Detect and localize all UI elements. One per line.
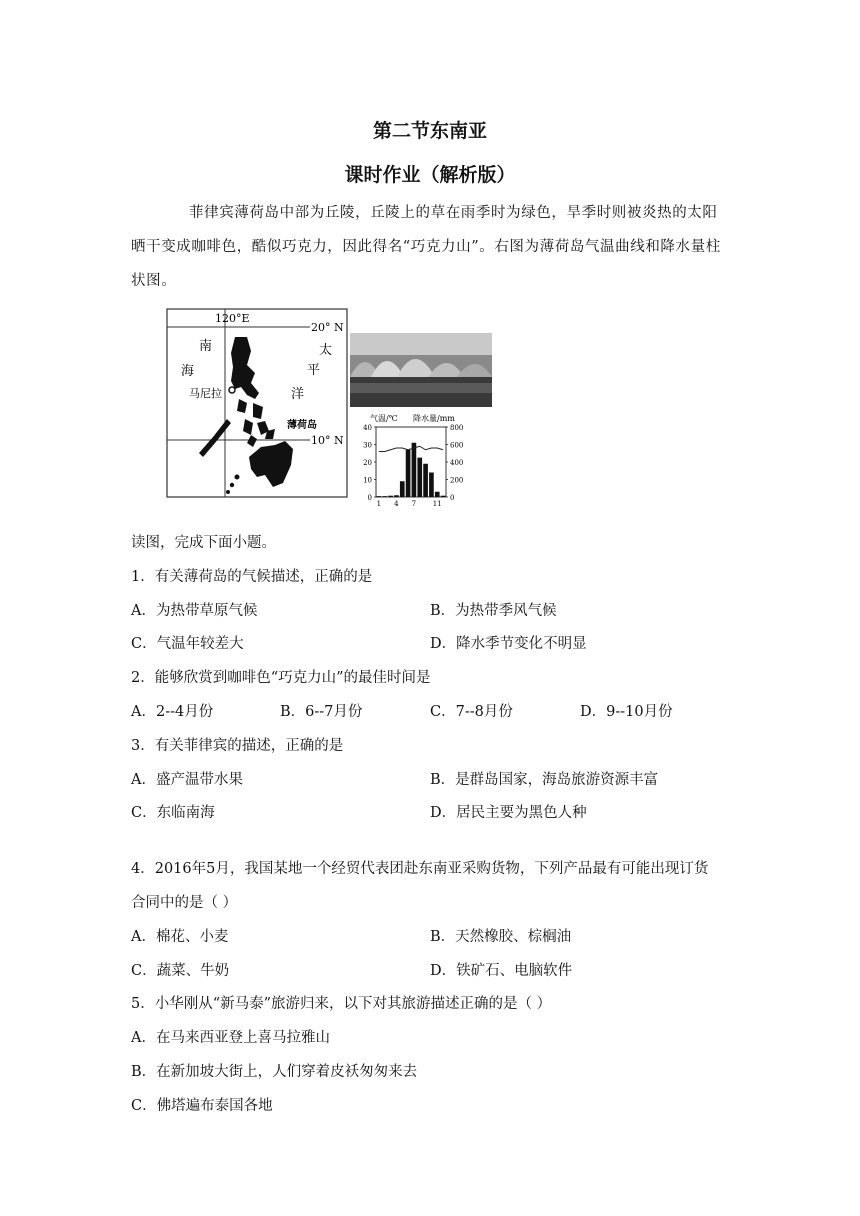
lat-label-10: 10° N xyxy=(311,434,344,447)
negros-island xyxy=(247,435,257,447)
q2-stem: 2．能够欣赏到咖啡色“巧克力山”的最佳时间是 xyxy=(131,670,431,686)
precip-bar xyxy=(394,495,399,497)
left-tick-label: 40 xyxy=(363,424,372,432)
mindoro-island xyxy=(237,399,247,413)
q1-option-c[interactable]: C．气温年较差大 xyxy=(131,636,244,652)
right-tick-label: 400 xyxy=(450,459,464,467)
precip-bar xyxy=(412,443,417,497)
q5-option-b[interactable]: B．在新加坡大街上，人们穿着皮袄匆匆来去 xyxy=(131,1064,418,1080)
q1-option-b[interactable]: B．为热带季风气候 xyxy=(430,603,557,619)
q4-option-b[interactable]: B．天然橡胶、棕榈油 xyxy=(430,929,572,945)
ocean-char-3: 洋 xyxy=(291,387,305,402)
q2-option-a[interactable]: A．2--4月份 xyxy=(131,704,214,720)
climate-chart xyxy=(363,413,463,508)
x-tick-label: 4 xyxy=(394,500,399,508)
q4-option-d[interactable]: D．铁矿石、电脑软件 xyxy=(430,963,573,979)
q4-stem-line2: 合同中的是（ ） xyxy=(131,895,238,911)
q5-option-a[interactable]: A．在马来西亚登上喜马拉雅山 xyxy=(131,1030,330,1046)
figure xyxy=(165,307,505,516)
page-title: 第二节东南亚 xyxy=(372,120,487,142)
q2-option-b[interactable]: B．6--7月份 xyxy=(280,704,363,720)
lat-label-20: 20° N xyxy=(311,321,344,334)
sea-char-2: 海 xyxy=(181,364,195,379)
q4-option-c[interactable]: C．蔬菜、牛奶 xyxy=(131,963,230,979)
right-tick-label: 600 xyxy=(450,441,464,450)
x-tick-label: 11 xyxy=(432,500,442,508)
precip-bar xyxy=(406,450,411,497)
q3-option-a[interactable]: A．盛产温带水果 xyxy=(131,772,243,788)
x-tick-label: 1 xyxy=(376,500,382,508)
temp-axis-label: 气温/℃ xyxy=(370,414,398,423)
philippines-map xyxy=(167,309,347,497)
sea-char-1: 南 xyxy=(199,339,213,354)
q1-option-d[interactable]: D．降水季节变化不明显 xyxy=(430,636,587,652)
precip-bar xyxy=(388,496,393,497)
ocean-char-2: 平 xyxy=(307,363,321,378)
samar-island xyxy=(253,403,263,419)
precip-bar xyxy=(429,473,434,498)
precip-bar xyxy=(435,492,440,497)
left-tick-label: 10 xyxy=(363,476,372,485)
x-tick-label: 7 xyxy=(411,500,417,508)
lon-label: 120°E xyxy=(215,312,250,325)
precip-bar xyxy=(441,496,446,497)
q3-stem: 3．有关菲律宾的描述，正确的是 xyxy=(131,738,344,754)
page-subtitle: 课时作业（解析版） xyxy=(344,164,516,186)
manila-label: 马尼拉 xyxy=(189,387,222,400)
temperature-line xyxy=(379,446,443,451)
q3-option-d[interactable]: D．居民主要为黑色人种 xyxy=(430,805,587,821)
q4-option-a[interactable]: A．棉花、小麦 xyxy=(131,929,229,945)
panay-island xyxy=(243,419,253,435)
q5-stem: 5．小华刚从“新马泰”旅游归来，以下对其旅游描述正确的是（ ） xyxy=(131,996,552,1012)
precip-bar xyxy=(417,458,422,497)
right-tick-label: 200 xyxy=(450,476,464,485)
left-tick-label: 30 xyxy=(363,441,372,450)
left-tick-label: 20 xyxy=(363,459,372,467)
q2-option-c[interactable]: C．7--8月份 xyxy=(430,704,513,720)
palawan-island xyxy=(199,419,231,457)
precip-bar xyxy=(377,496,382,497)
right-tick-label: 0 xyxy=(450,494,455,502)
precip-bar xyxy=(423,464,428,497)
q5-option-c[interactable]: C．佛塔遍布泰国各地 xyxy=(131,1098,273,1114)
q4-stem-line1: 4．2016年5月，我国某地一个经贸代表团赴东南亚采购货物，下列产品最有可能出现订货 xyxy=(131,861,709,877)
chart-plot-area xyxy=(376,427,446,497)
q3-option-b[interactable]: B．是群岛国家，海岛旅游资源丰富 xyxy=(430,772,659,788)
bohol-label: 薄荷岛 xyxy=(287,420,317,431)
left-tick-label: 0 xyxy=(367,494,372,502)
q2-option-d[interactable]: D．9--10月份 xyxy=(580,704,673,720)
sulu-island-2 xyxy=(230,483,234,487)
q3-option-c[interactable]: C．东临南海 xyxy=(131,805,215,821)
figure-svg xyxy=(165,307,505,512)
mindanao-island xyxy=(249,441,293,487)
q1-stem: 1．有关薄荷岛的气候描述，正确的是 xyxy=(131,569,373,585)
precip-bar xyxy=(382,496,387,497)
sulu-island-1 xyxy=(235,475,240,480)
precip-bar xyxy=(400,481,405,497)
q1-option-a[interactable]: A．为热带草原气候 xyxy=(131,603,258,619)
precip-axis-label: 降水量/mm xyxy=(413,414,455,423)
ocean-char-1: 太 xyxy=(319,343,333,358)
manila-marker-icon xyxy=(229,387,235,393)
right-tick-label: 800 xyxy=(450,424,464,432)
chocolate-hills-photo xyxy=(350,333,492,407)
sulu-island-3 xyxy=(226,490,230,494)
read-instruction: 读图，完成下面小题。 xyxy=(131,535,276,551)
intro-paragraph: 菲律宾薄荷岛中部为丘陵，丘陵上的草在雨季时为绿色，旱季时则被炎热的太阳晒干变成咖啡色，酷似巧克力，因此得名“巧克力山”。右图为薄荷岛气温曲线和降水量柱状图。 xyxy=(131,205,721,289)
